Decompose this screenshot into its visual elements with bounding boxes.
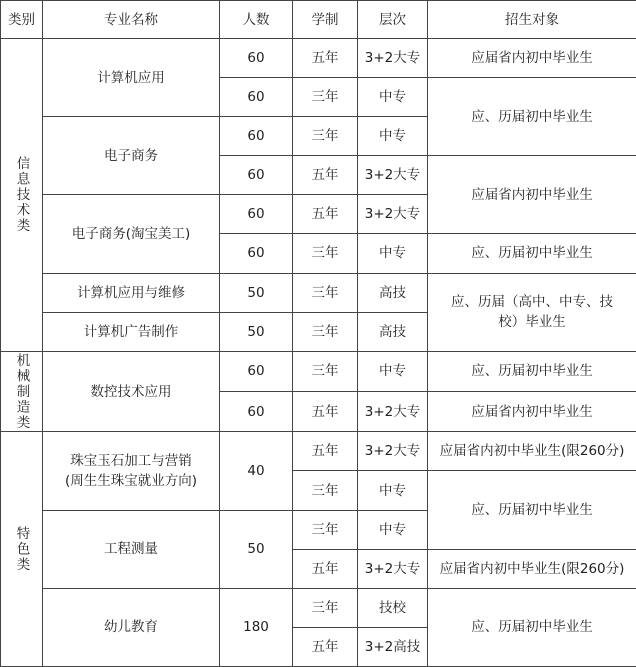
duration-cell: 三年 bbox=[293, 234, 358, 273]
target-line: 校）毕业生 bbox=[498, 314, 566, 331]
target-cell: 应届省内初中毕业生(限260分) bbox=[428, 549, 636, 588]
duration-cell: 五年 bbox=[293, 39, 358, 78]
target-line: 应、历届（高中、中专、技 bbox=[451, 294, 613, 311]
target-cell: 应、历届初中毕业生 bbox=[428, 78, 636, 156]
header-category: 类别 bbox=[1, 1, 43, 39]
duration-cell: 三年 bbox=[293, 588, 358, 627]
duration-cell: 五年 bbox=[293, 156, 358, 195]
level-cell: 中专 bbox=[358, 471, 428, 510]
level-cell: 高技 bbox=[358, 273, 428, 312]
major-line: (周生生珠宝就业方向) bbox=[64, 472, 198, 489]
target-cell: 应、历届初中毕业生 bbox=[428, 588, 636, 666]
count-cell: 60 bbox=[220, 156, 293, 195]
duration-cell: 五年 bbox=[293, 627, 358, 666]
level-cell: 3+2大专 bbox=[358, 432, 428, 471]
header-row bbox=[1, 1, 636, 39]
table-row bbox=[1, 273, 636, 312]
target-cell: 应、历届初中毕业生 bbox=[428, 471, 636, 549]
table-row bbox=[1, 351, 636, 391]
level-cell: 中专 bbox=[358, 78, 428, 117]
major-cell: 计算机广告制作 bbox=[43, 312, 220, 351]
count-cell: 60 bbox=[220, 195, 293, 234]
level-cell: 3+2大专 bbox=[358, 39, 428, 78]
major-cell: 数控技术应用 bbox=[43, 351, 220, 432]
level-cell: 中专 bbox=[358, 234, 428, 273]
level-cell: 3+2大专 bbox=[358, 195, 428, 234]
target-cell: 应、历届初中毕业生 bbox=[428, 351, 636, 391]
major-cell: 电子商务 bbox=[43, 117, 220, 195]
header-target: 招生对象 bbox=[428, 1, 636, 39]
category-cell: 特色类 bbox=[1, 432, 43, 667]
level-cell: 3+2高技 bbox=[358, 627, 428, 666]
count-cell: 50 bbox=[220, 273, 293, 312]
header-level: 层次 bbox=[358, 1, 428, 39]
level-cell: 技校 bbox=[358, 588, 428, 627]
major-cell: 计算机应用 bbox=[43, 39, 220, 117]
target-cell: 应届省内初中毕业生(限260分) bbox=[428, 432, 636, 471]
major-cell: 计算机应用与维修 bbox=[43, 273, 220, 312]
duration-cell: 三年 bbox=[293, 312, 358, 351]
table-row bbox=[1, 432, 636, 471]
level-cell: 中专 bbox=[358, 117, 428, 156]
major-cell: 工程测量 bbox=[43, 510, 220, 588]
target-cell: 应、历届初中毕业生 bbox=[428, 234, 636, 273]
major-cell bbox=[43, 432, 220, 510]
level-cell: 3+2大专 bbox=[358, 156, 428, 195]
level-cell: 3+2大专 bbox=[358, 392, 428, 432]
count-cell: 60 bbox=[220, 351, 293, 391]
duration-cell: 三年 bbox=[293, 273, 358, 312]
count-cell: 180 bbox=[220, 588, 293, 666]
category-cell: 信息技术类 bbox=[1, 39, 43, 352]
duration-cell: 三年 bbox=[293, 471, 358, 510]
table-row bbox=[1, 39, 636, 78]
level-cell: 中专 bbox=[358, 510, 428, 549]
target-cell: 应届省内初中毕业生 bbox=[428, 392, 636, 432]
count-cell: 60 bbox=[220, 392, 293, 432]
level-cell: 3+2大专 bbox=[358, 549, 428, 588]
target-cell: 应届省内初中毕业生 bbox=[428, 156, 636, 234]
count-cell: 60 bbox=[220, 39, 293, 78]
duration-cell: 五年 bbox=[293, 432, 358, 471]
level-cell: 中专 bbox=[358, 351, 428, 391]
header-duration: 学制 bbox=[293, 1, 358, 39]
duration-cell: 三年 bbox=[293, 117, 358, 156]
duration-cell: 五年 bbox=[293, 392, 358, 432]
major-line: 珠宝玉石加工与营销 bbox=[70, 452, 192, 469]
major-cell: 电子商务(淘宝美工) bbox=[43, 195, 220, 273]
count-cell: 50 bbox=[220, 510, 293, 588]
count-cell: 40 bbox=[220, 432, 293, 510]
duration-cell: 三年 bbox=[293, 78, 358, 117]
major-cell: 幼儿教育 bbox=[43, 588, 220, 666]
duration-cell: 五年 bbox=[293, 195, 358, 234]
count-cell: 60 bbox=[220, 78, 293, 117]
header-count: 人数 bbox=[220, 1, 293, 39]
header-major: 专业名称 bbox=[43, 1, 220, 39]
target-cell: 应届省内初中毕业生 bbox=[428, 39, 636, 78]
count-cell: 60 bbox=[220, 234, 293, 273]
category-cell: 机械制造类 bbox=[1, 351, 43, 432]
count-cell: 50 bbox=[220, 312, 293, 351]
target-cell bbox=[428, 273, 636, 351]
duration-cell: 五年 bbox=[293, 549, 358, 588]
duration-cell: 三年 bbox=[293, 510, 358, 549]
level-cell: 高技 bbox=[358, 312, 428, 351]
count-cell: 60 bbox=[220, 117, 293, 156]
duration-cell: 三年 bbox=[293, 351, 358, 391]
table-row bbox=[1, 588, 636, 627]
